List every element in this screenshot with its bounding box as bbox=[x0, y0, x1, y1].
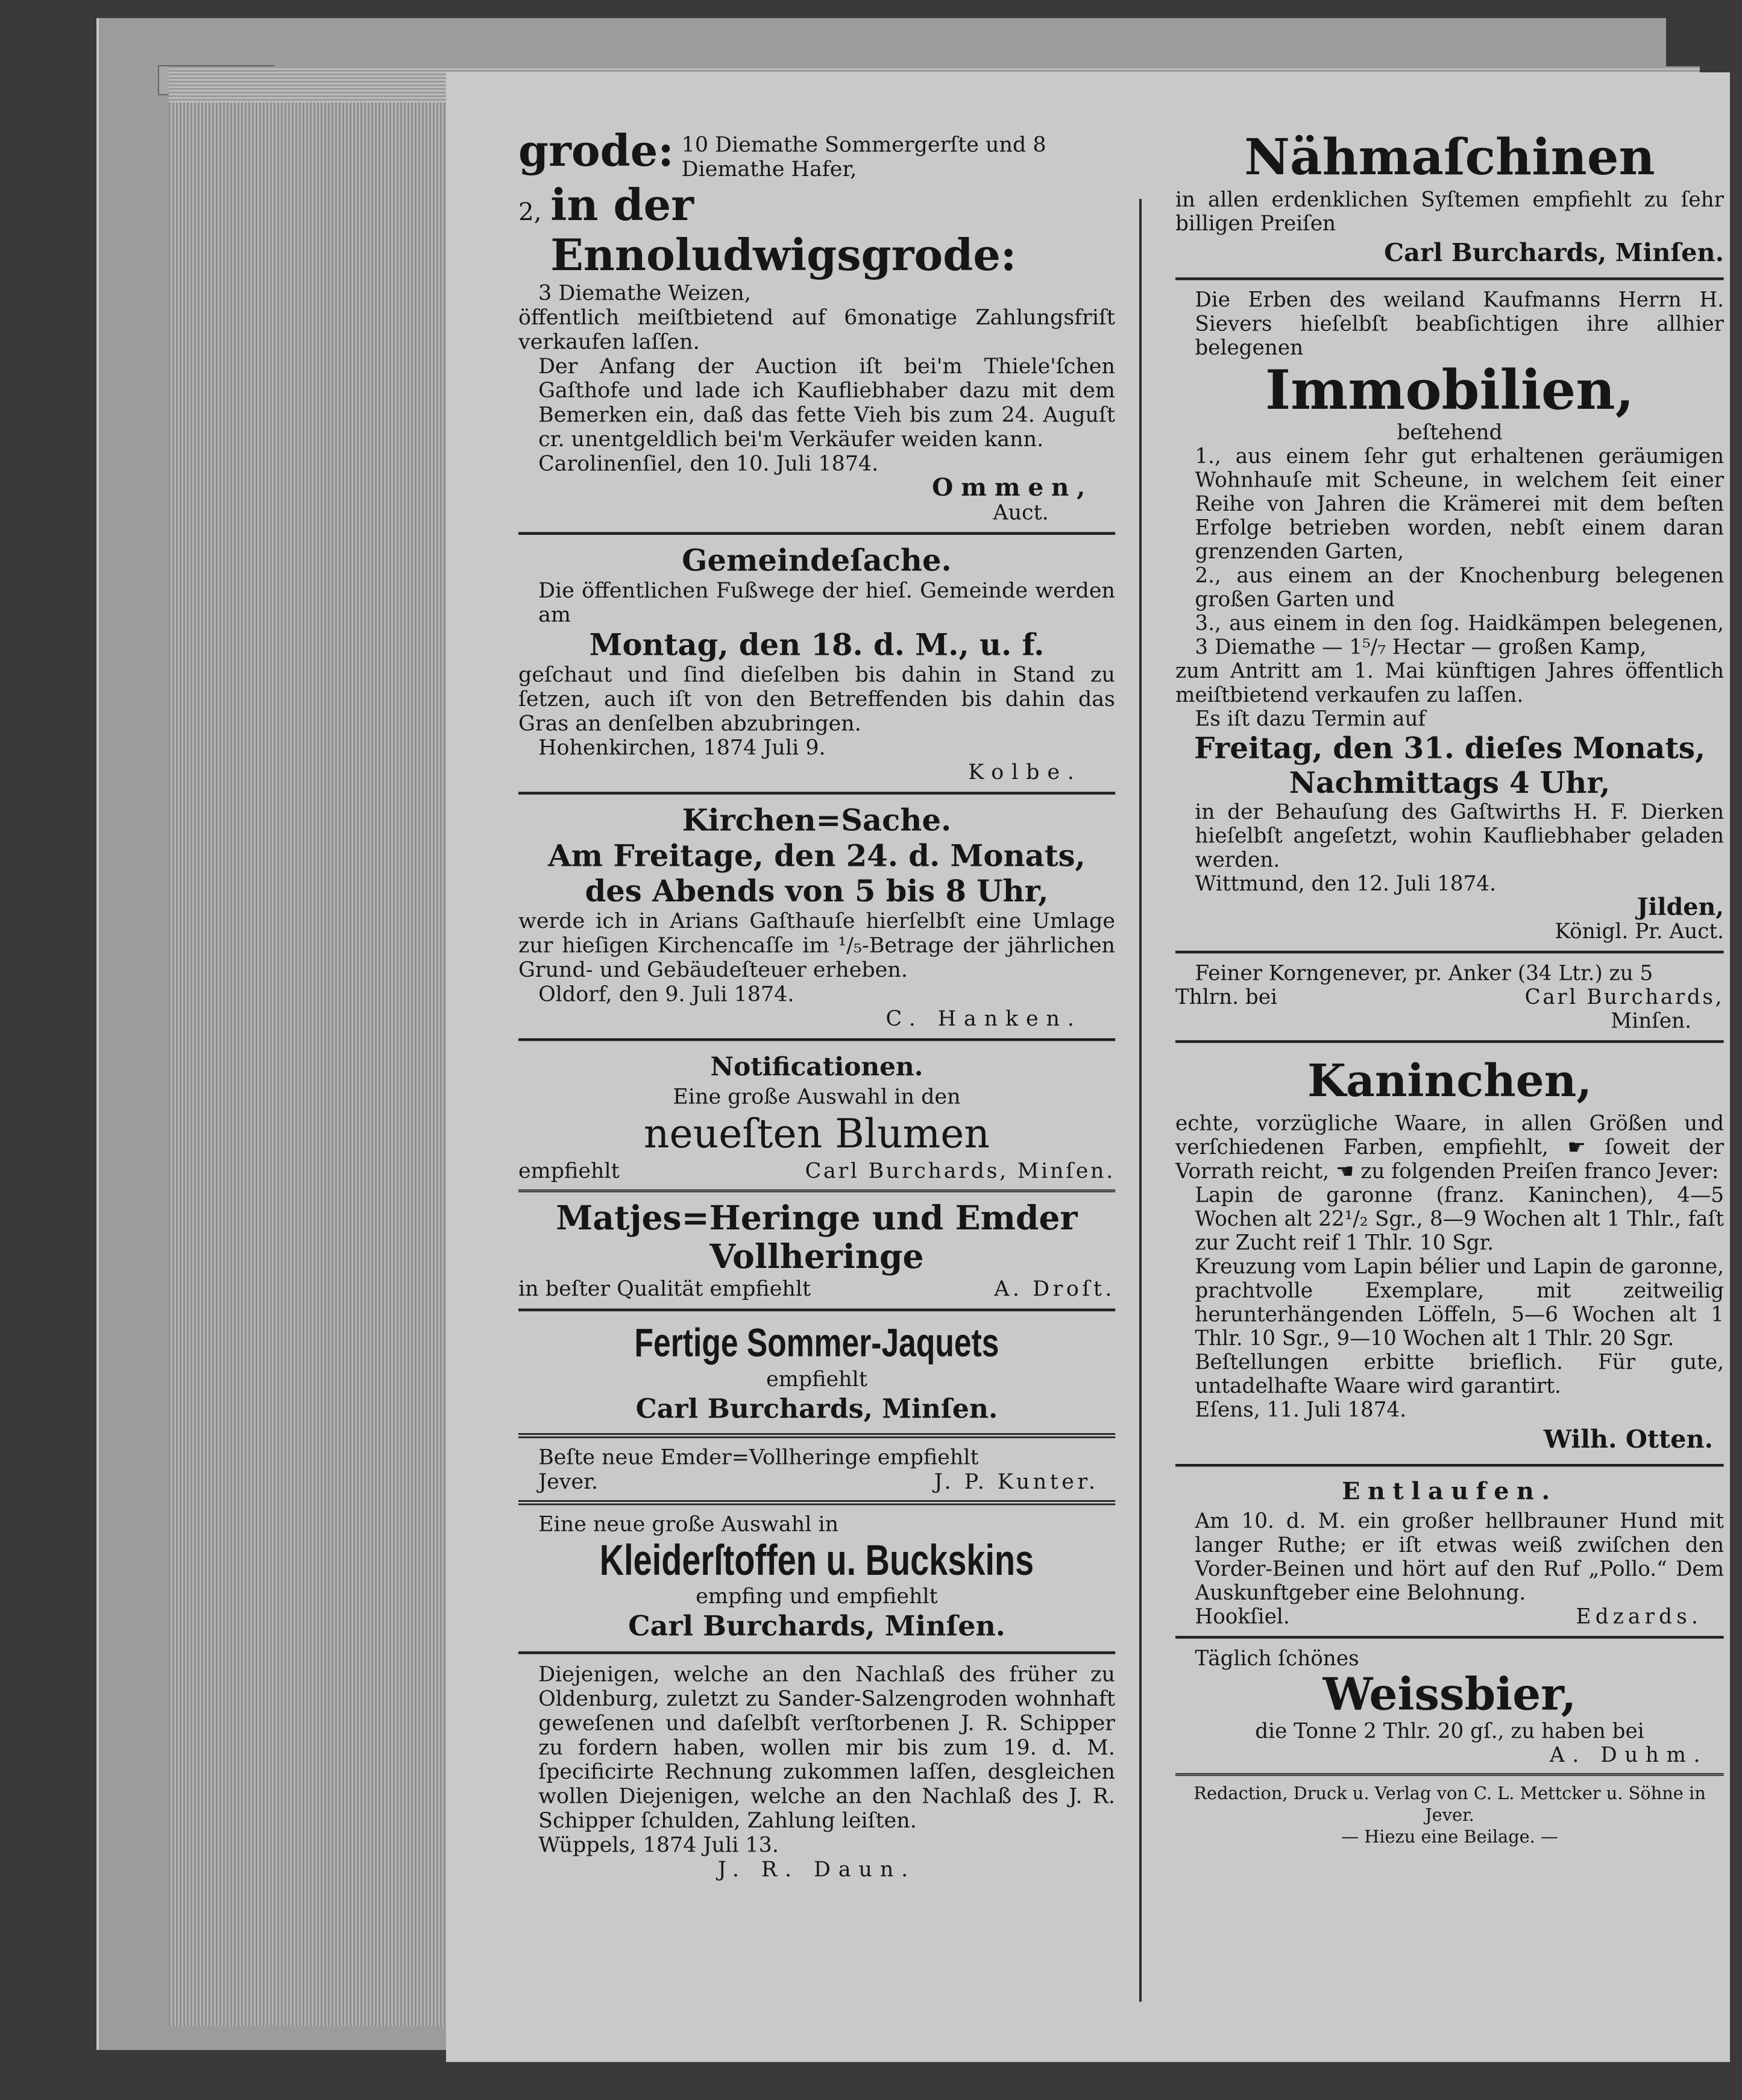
weissbier-signer: A. Duhm. bbox=[1550, 1742, 1708, 1767]
kleider-firm: Carl Burchards, Minſen. bbox=[628, 1609, 1005, 1642]
naehmaschinen-p1: in allen erdenklichen Syſtemen empfiehlt zu ſehr billigen Preiſen bbox=[1175, 187, 1725, 235]
genever-left: Thlrn. bei bbox=[1175, 985, 1277, 1009]
immobilien-item-1: 1., aus einem ſehr gut erhaltenen geräumigen Wohnhauſe mit Scheune, in welchem ſeit einer Reihe von Jahren die Krämerei mit dem beſten Erfolge betrieben worden, nebſt einem daran grenzenden Garten, bbox=[1195, 444, 1725, 564]
immobilien-p4: in der Behauſung des Gaſtwirths H. F. Dierken hieſelbſt angeſetzt, wohin Kaufliebhaber geladen werden. bbox=[1195, 799, 1725, 872]
genever-ad bbox=[1175, 961, 1724, 1033]
kirchen-line-2: des Abends von 5 bis 8 Uhr, bbox=[585, 873, 1049, 909]
imprint bbox=[1175, 1782, 1724, 1847]
entlaufen-p1: Am 10. d. M. ein großer hellbrauner Hund mit langer Ruthe; er iſt etwas weiß zwiſchen den Vorder-Beinen und hört auf den Ruf „Pollo.“ Dem Auskunftgeber eine Belohnung. bbox=[1195, 1509, 1725, 1605]
genever-firm: Carl Burchards, bbox=[1524, 985, 1725, 1009]
kaninchen-p3: Kreuzung vom Lapin bélier und Lapin de garonne, prachtvolle Exemplare, mit zeitweilig herunterhängenden Löffeln, 5—6 Wochen alt 1 Thlr. 10 Sgr., 9—10 Wochen alt 1 Thlr. 20 Sgr. bbox=[1195, 1254, 1725, 1351]
notification-title: Notificationen. bbox=[710, 1052, 923, 1082]
entlaufen-ad bbox=[1175, 1474, 1724, 1629]
page-edges bbox=[169, 102, 461, 2026]
divider bbox=[1175, 277, 1724, 280]
immobilien-p3: Es iſt dazu Termin auf bbox=[1195, 706, 1426, 731]
kleider-sub: empfing und empfiehlt bbox=[696, 1583, 938, 1609]
auction-signer: Ommen, bbox=[932, 473, 1093, 502]
vollheringe-sign-row bbox=[518, 1469, 1115, 1493]
gemeinde-title: Gemeindeſache. bbox=[682, 542, 952, 578]
vollheringe-signer: J. P. Kunter. bbox=[934, 1469, 1099, 1494]
immobilien-p2: zum Antritt am 1. Mai künftigen Jahres öffentlich meiſtbietend verkaufen zu laſſen. bbox=[1175, 658, 1725, 707]
kleider-ad bbox=[518, 1512, 1115, 1644]
immobilien-item-3: 3., aus einem in den ſog. Haidkämpen belegenen, 3 Diemathe — 1⁵/₇ Hectar — großen Kamp, bbox=[1195, 611, 1725, 659]
entlaufen-signer: Edzards. bbox=[1576, 1604, 1703, 1629]
kleider-headline: Kleiderſtoffen u. Buckskins bbox=[599, 1535, 1034, 1584]
divider bbox=[518, 1190, 1115, 1193]
divider bbox=[518, 1651, 1115, 1654]
auction-notice bbox=[518, 127, 1115, 525]
left-column bbox=[518, 127, 1115, 1881]
gemeinde-signer: Kolbe. bbox=[968, 759, 1082, 784]
divider bbox=[1175, 951, 1724, 953]
jaquets-firm: Carl Burchards, Minſen. bbox=[635, 1393, 998, 1425]
divider bbox=[518, 1500, 1115, 1505]
notification-headline: neueſten Blumen bbox=[643, 1110, 990, 1157]
column-rule bbox=[1139, 199, 1142, 2002]
auction-text-1a: 10 Diemathe Sommergerſte und 8 bbox=[681, 132, 1046, 157]
divider bbox=[518, 1433, 1115, 1438]
gemeinde-p1: Die öffentlichen Fußwege der hieſ. Gemeinde werden am bbox=[538, 578, 1115, 627]
auction-signer-title: Auct. bbox=[993, 500, 1049, 525]
weissbier-ad bbox=[1175, 1646, 1724, 1767]
gemeinde-p2: geſchaut und ſind dieſelben bis dahin in Stand zu ſetzen, auch iſt von den Betreffenden bis dahin das Gras an denſelben abzubringen. bbox=[518, 662, 1115, 736]
auction-line-1 bbox=[518, 127, 1115, 181]
imprint-line-1: Redaction, Druck u. Verlag von C. L. Mettcker u. Söhne in Jever. bbox=[1193, 1783, 1706, 1826]
divider bbox=[1175, 1773, 1724, 1776]
notification-p1: Eine große Auswahl in den bbox=[673, 1084, 961, 1109]
kirchen-line-1: Am Freitage, den 24. d. Monats, bbox=[548, 837, 1086, 874]
weissbier-headline: Weissbier, bbox=[1322, 1668, 1577, 1721]
matjes-line-2: Vollheringe bbox=[709, 1237, 924, 1277]
jaquets-headline: Fertige Sommer-Jaquets bbox=[634, 1320, 999, 1365]
kleider-p1: Eine neue große Auswahl in bbox=[538, 1512, 839, 1536]
auction-p1: 3 Diemathe Weizen, bbox=[538, 280, 751, 305]
immobilien-ad bbox=[1175, 288, 1724, 943]
auction-head-1: grode: bbox=[518, 126, 674, 177]
matjes-line-1: Matjes=Heringe und Emder bbox=[556, 1199, 1078, 1238]
divider bbox=[1175, 1464, 1724, 1466]
imprint-line-2: — Hiezu eine Beilage. — bbox=[1341, 1826, 1558, 1847]
vollheringe-left: Jever. bbox=[538, 1469, 599, 1494]
naehmaschinen-headline: Nähmaſchinen bbox=[1244, 127, 1655, 186]
auction-num-2: 2, bbox=[518, 198, 542, 227]
nachlass-notice bbox=[518, 1662, 1115, 1881]
kirchen-p1: werde ich in Arians Gaſthauſe hierſelbſt eine Umlage zur hieſigen Kirchencaſſe im ¹/₅-Betrage der jährlichen Grund- und Gebäudeſteuer erheben. bbox=[518, 909, 1115, 982]
vollheringe-ad bbox=[518, 1445, 1115, 1493]
kirchen-place-date: Oldorf, den 9. Juli 1874. bbox=[538, 982, 794, 1006]
kaninchen-p1: echte, vorzügliche Waare, in allen Größen und verſchiedenen Farben, empfiehlt, ☛ ſoweit der Vorrath reicht, ☚ zu folgenden Preiſen franco Jever: bbox=[1175, 1111, 1725, 1183]
naehmaschinen-ad bbox=[1175, 127, 1724, 270]
nachlass-place-date: Wüppels, 1874 Juli 13. bbox=[538, 1832, 779, 1857]
auction-line-2 bbox=[518, 181, 1115, 280]
genever-p1: Feiner Korngenever, pr. Anker (34 Ltr.) zu 5 bbox=[1195, 960, 1653, 985]
immobilien-date-1: Freitag, den 31. dieſes Monats, bbox=[1193, 730, 1706, 766]
immobilien-signer-title: Königl. Pr. Auct. bbox=[1555, 919, 1725, 944]
nachlass-p1: Diejenigen, welche an den Nachlaß des früher zu Oldenburg, zuletzt zu Sander-Salzengroden wohnhaft geweſenen und daſelbſt verſtorbenen J. R. Schipper zu fordern haben, wollen mir bis zum 19. d. M. ſpecificirte Rechnung zukommen laſſen, desgleichen wollen Diejenigen, welche an den Nachlaß des J. R. Schipper ſchulden, Zahlung leiſten. bbox=[538, 1662, 1115, 1833]
immobilien-p1: Die Erben des weiland Kaufmanns Herrn H. Sievers hieſelbſt beabſichtigen ihre allhier belegenen bbox=[1195, 288, 1725, 360]
naehmaschinen-firm: Carl Burchards, Minſen. bbox=[1384, 238, 1725, 268]
divider bbox=[1175, 1040, 1724, 1042]
kaninchen-place-date: Eſens, 11. Juli 1874. bbox=[1195, 1398, 1407, 1422]
kaninchen-headline: Kaninchen, bbox=[1307, 1055, 1593, 1107]
notification-ad bbox=[518, 1048, 1115, 1182]
entlaufen-title: Entlaufen. bbox=[1342, 1477, 1558, 1506]
matjes-left: in beſter Qualität empfiehlt bbox=[518, 1276, 811, 1301]
entlaufen-place: Hookſiel. bbox=[1195, 1604, 1290, 1629]
genever-firm-place: Minſen. bbox=[1611, 1009, 1692, 1033]
vollheringe-line-1: Beſte neue Emder=Vollheringe empfiehlt bbox=[538, 1445, 979, 1469]
notification-firm: Carl Burchards, Minſen. bbox=[805, 1158, 1115, 1183]
kaninchen-p2: Lapin de garonne (franz. Kaninchen), 4—5 Wochen alt 22¹/₂ Sgr., 8—9 Wochen alt 1 Thlr., faſt zur Zucht reif 1 Thlr. 10 Sgr. bbox=[1195, 1182, 1725, 1255]
kaninchen-p4: Beſtellungen erbitte brieflich. Für gute, untadelhafte Waare wird garantirt. bbox=[1195, 1350, 1725, 1398]
kirchen-signer: C. Hanken. bbox=[885, 1006, 1082, 1031]
auction-text-1b: Diemathe Hafer, bbox=[681, 156, 857, 181]
matjes-sign-row bbox=[518, 1276, 1115, 1301]
genever-sign-row bbox=[1175, 985, 1724, 1009]
matjes-signer: A. Droſt. bbox=[994, 1276, 1115, 1301]
entlaufen-sign-row bbox=[1175, 1604, 1724, 1629]
notification-sign-row bbox=[518, 1158, 1115, 1182]
divider bbox=[518, 532, 1115, 535]
divider bbox=[518, 792, 1115, 795]
divider bbox=[518, 1308, 1115, 1311]
immobilien-sub: beſtehend bbox=[1397, 420, 1503, 444]
notification-left: empfiehlt bbox=[518, 1158, 620, 1183]
jaquets-sub: empfiehlt bbox=[766, 1366, 867, 1392]
gemeinde-date: Montag, den 18. d. M., u. f. bbox=[589, 626, 1045, 663]
auction-head-2: in der Ennoludwigsgrode: bbox=[550, 180, 1017, 281]
divider bbox=[518, 1038, 1115, 1041]
auction-place-date: Carolinenſiel, den 10. Juli 1874. bbox=[538, 451, 879, 476]
right-column bbox=[1175, 127, 1724, 1847]
immobilien-headline: Immobilien, bbox=[1265, 358, 1635, 422]
jaquets-ad bbox=[518, 1319, 1115, 1427]
matjes-ad bbox=[518, 1199, 1115, 1301]
gemeinde-place-date: Hohenkirchen, 1874 Juli 9. bbox=[538, 735, 826, 760]
immobilien-signer: Jilden, bbox=[1637, 893, 1725, 921]
kaninchen-ad bbox=[1175, 1050, 1724, 1456]
gemeinde-notice bbox=[518, 543, 1115, 784]
kirchen-notice bbox=[518, 802, 1115, 1030]
weissbier-p2: die Tonne 2 Thlr. 20 gſ., zu haben bei bbox=[1255, 1718, 1644, 1743]
kaninchen-signer: Wilh. Otten. bbox=[1543, 1424, 1714, 1454]
auction-p3: Der Anfang der Auction iſt bei'm Thiele'ſchen Gaſthofe und lade ich Kaufliebhaber dazu mit dem Bemerken ein, daß das fette Vieh bis zum 24. Auguſt cr. unentgeldlich bei'm Verkäufer weiden kann. bbox=[538, 353, 1115, 452]
weissbier-p1: Täglich ſchönes bbox=[1195, 1646, 1359, 1670]
nachlass-signer: J. R. Daun. bbox=[717, 1856, 916, 1882]
divider bbox=[1175, 1636, 1724, 1638]
immobilien-date-2: Nachmittags 4 Uhr, bbox=[1289, 765, 1611, 800]
kirchen-title: Kirchen=Sache. bbox=[682, 802, 952, 838]
immobilien-place-date: Wittmund, den 12. Juli 1874. bbox=[1195, 871, 1497, 896]
immobilien-item-2: 2., aus einem an der Knochenburg belegenen großen Garten und bbox=[1195, 563, 1725, 611]
auction-p2: öffentlich meiſtbietend auf 6monatige Zahlungsfriſt verkaufen laſſen. bbox=[518, 304, 1115, 354]
